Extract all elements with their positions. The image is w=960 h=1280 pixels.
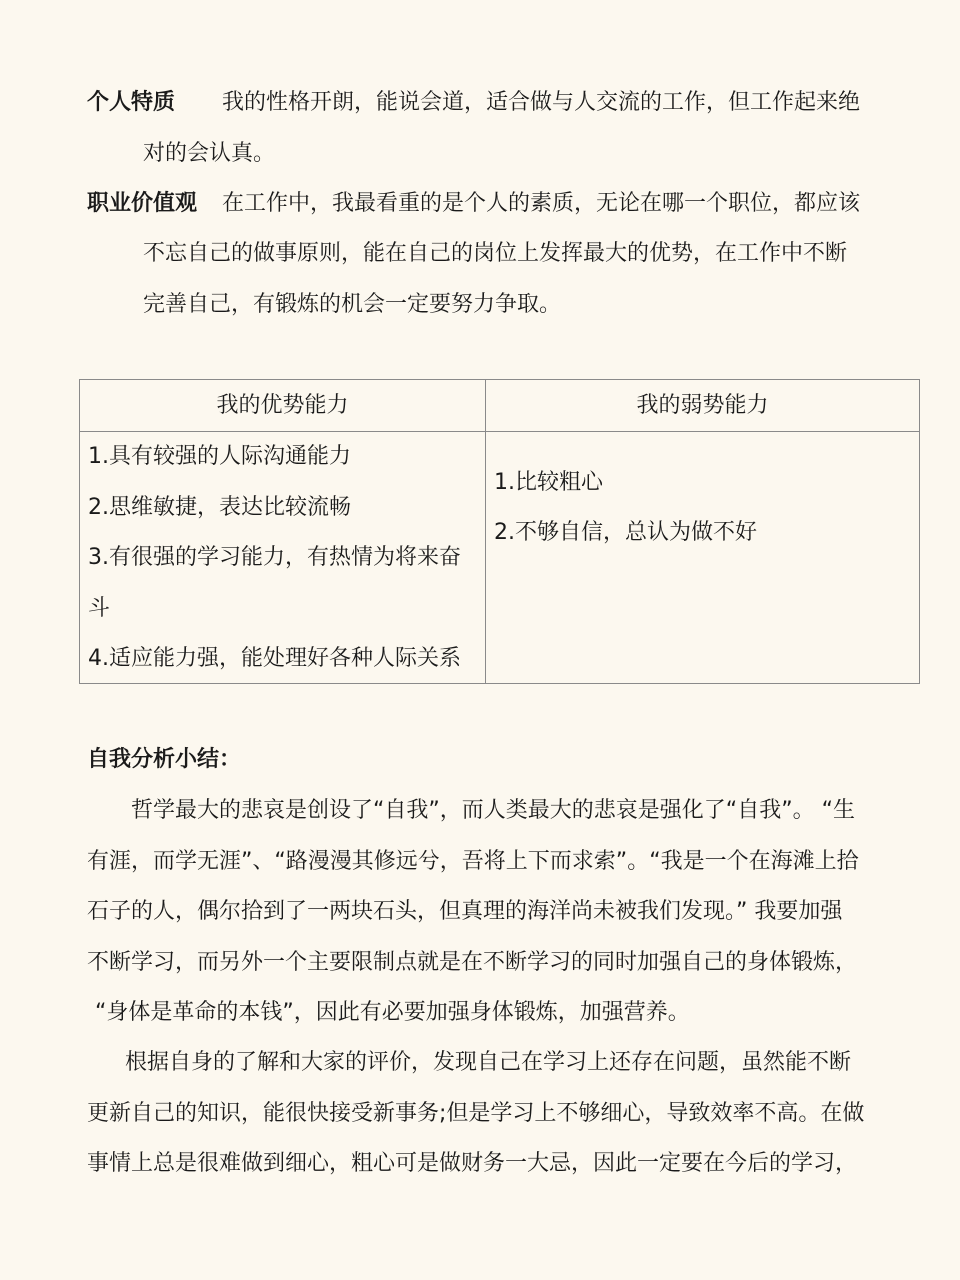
strengths-header: 我的优势能力 (216, 393, 349, 418)
summary-paragraph-line: 石子的人，偶尔拾到了一两块石头，但真理的海洋尚未被我们发现。” 我要加强 (87, 899, 843, 924)
strength-item: 2.思维敏捷，表达比较流畅 (88, 495, 351, 520)
traits-label: 个人特质 (87, 90, 176, 115)
strength-item: 3.有很强的学习能力，有热情为将来奋 (88, 545, 461, 570)
summary-paragraph-line: 根据自身的了解和大家的评价，发现自己在学习上还存在问题，虽然能不断 (125, 1050, 852, 1075)
strength-item: 1.具有较强的人际沟通能力 (88, 444, 351, 469)
values-text-line: 在工作中，我最看重的是个人的素质，无论在哪一个职位，都应该 (222, 191, 861, 216)
strength-item: 斗 (88, 596, 111, 621)
summary-paragraph-line: 哲学最大的悲哀是创设了“自我”，而人类最大的悲哀是强化了“自我”。 “生 (131, 798, 855, 823)
strength-item: 4.适应能力强，能处理好各种人际关系 (88, 646, 461, 671)
summary-paragraph-line: “身体是革命的本钱”，因此有必要加强身体锻炼，加强营养。 (95, 1000, 690, 1025)
summary-paragraph-line: 不断学习，而另外一个主要限制点就是在不断学习的同时加强自己的身体锻炼， (87, 950, 858, 975)
values-text-line: 不忘自己的做事原则，能在自己的岗位上发挥最大的优势，在工作中不断 (143, 241, 848, 266)
summary-title: 自我分析小结： (87, 747, 242, 772)
summary-paragraph-line: 有涯，而学无涯”、“路漫漫其修远兮，吾将上下而求索”。“我是一个在海滩上拾 (87, 849, 859, 874)
weakness-item: 2.不够自信，总认为做不好 (494, 520, 757, 545)
abilities-table (79, 379, 920, 684)
weakness-item: 1.比较粗心 (494, 470, 603, 495)
summary-paragraph-line: 事情上总是很难做到细心，粗心可是做财务一大忌，因此一定要在今后的学习， (87, 1151, 858, 1176)
values-label: 职业价值观 (87, 191, 198, 216)
summary-paragraph-line: 更新自己的知识，能很快接受新事务;但是学习上不够细心，导致效率不高。在做 (87, 1101, 865, 1126)
values-text-line: 完善自己，有锻炼的机会一定要努力争取。 (143, 292, 562, 317)
weaknesses-header: 我的弱势能力 (636, 393, 769, 418)
traits-text-line: 我的性格开朗，能说会道，适合做与人交流的工作，但工作起来绝 (222, 90, 861, 115)
traits-text-line: 对的会认真。 (143, 141, 276, 166)
table-divider-horizontal (80, 431, 919, 432)
